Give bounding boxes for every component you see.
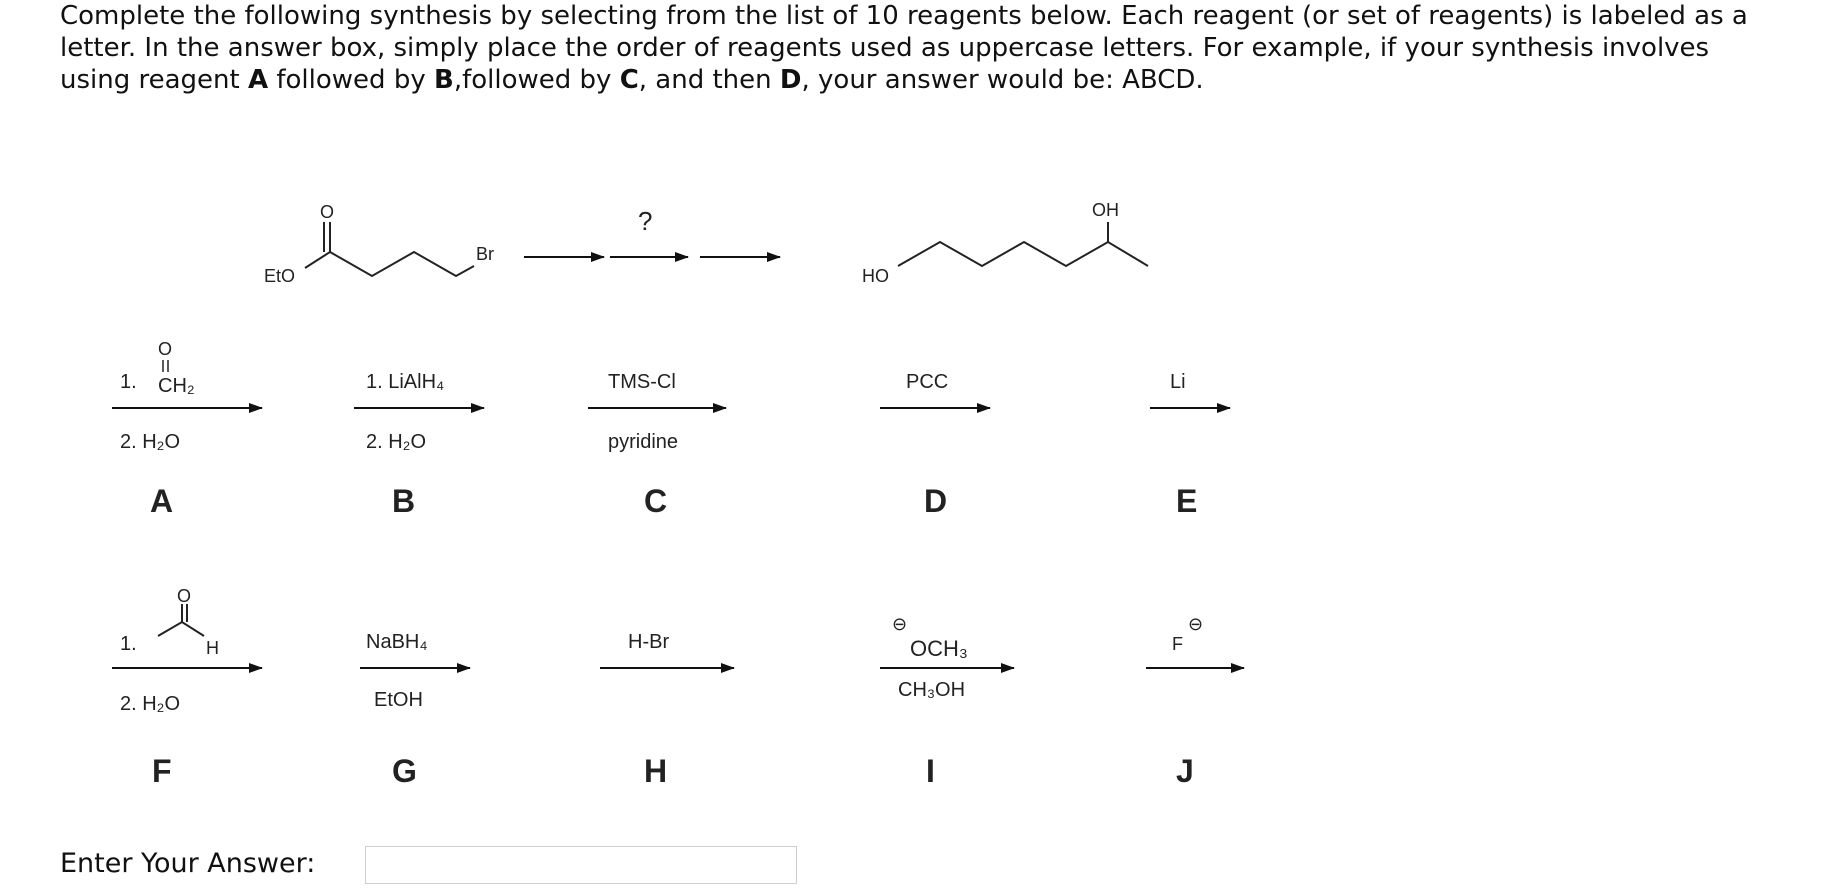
question-part: , and then bbox=[638, 65, 780, 95]
reagent-e-line1: Li bbox=[1170, 371, 1186, 393]
product-structure bbox=[862, 200, 1148, 286]
reagent-d bbox=[880, 371, 990, 519]
reagent-c-line2: pyridine bbox=[608, 431, 679, 453]
unknown-steps-mark: ? bbox=[638, 206, 653, 236]
question-part: Complete the following synthesis by selecting from the list of 10 reagents below. Each reagent (or set of reagents) is labeled as a letter. In the answer box, simply place the order of reagents used as uppercase letters. For example, if your synthesis involves using reagent bbox=[60, 1, 1748, 95]
reagent-i bbox=[880, 614, 1014, 789]
reagent-h-letter: H bbox=[644, 753, 668, 789]
reagent-b-letter: B bbox=[392, 483, 416, 519]
reagent-c bbox=[588, 371, 726, 519]
reagent-j-letter: J bbox=[1176, 753, 1194, 789]
question-part: , your answer would be: ABCD. bbox=[801, 65, 1204, 95]
reagent-a bbox=[112, 339, 262, 519]
reagent-g-line2: EtOH bbox=[374, 689, 423, 711]
reagent-i-line1: OCH₃ bbox=[910, 636, 968, 661]
reagent-h-line1: H-Br bbox=[628, 631, 670, 653]
ho-label: HO bbox=[862, 266, 889, 286]
question-bold-d: D bbox=[779, 65, 802, 95]
reagent-c-letter: C bbox=[644, 483, 668, 519]
reagent-a-step1-number: 1. bbox=[120, 371, 137, 393]
question-bold-c: C bbox=[619, 65, 639, 95]
reagent-g-line1: NaBH₄ bbox=[366, 631, 428, 653]
reagent-c-line1: TMS-Cl bbox=[608, 371, 676, 393]
question-part: ,followed by bbox=[453, 65, 620, 95]
eto-label: EtO bbox=[264, 266, 296, 286]
reagent-j bbox=[1146, 614, 1244, 789]
synthesis-arrows bbox=[524, 206, 780, 257]
reagent-a-o: O bbox=[158, 339, 173, 359]
reagent-g bbox=[360, 631, 470, 789]
reagent-j-charge: ⊖ bbox=[1188, 614, 1204, 634]
question-part: followed by bbox=[268, 65, 434, 95]
reagent-h bbox=[600, 631, 734, 789]
carbonyl-o-label: O bbox=[320, 202, 335, 222]
reagent-d-line1: PCC bbox=[906, 371, 949, 393]
reagent-i-line2: CH₃OH bbox=[898, 679, 966, 701]
reagent-f-h: H bbox=[206, 638, 219, 658]
answer-input[interactable] bbox=[365, 846, 797, 884]
reagent-b-step1: 1. LiAlH₄ bbox=[366, 371, 445, 393]
reagent-b-step2: 2. H₂O bbox=[366, 431, 426, 453]
oh-label: OH bbox=[1092, 200, 1119, 220]
reagent-d-letter: D bbox=[924, 483, 948, 519]
reagent-f-letter: F bbox=[152, 753, 172, 789]
reagent-i-charge: ⊖ bbox=[892, 614, 908, 634]
reagent-a-ch2: CH₂ bbox=[158, 375, 195, 397]
reagent-a-step2: 2. H₂O bbox=[120, 431, 180, 453]
reagent-j-f: F bbox=[1172, 634, 1183, 654]
answer-label: Enter Your Answer: bbox=[60, 848, 316, 879]
reagent-f-o: O bbox=[177, 586, 192, 606]
reagent-f bbox=[112, 586, 262, 789]
question-bold-b: B bbox=[433, 65, 454, 95]
reagent-i-letter: I bbox=[926, 753, 935, 789]
reagent-a-letter: A bbox=[150, 483, 174, 519]
reagent-f-step1-number: 1. bbox=[120, 633, 137, 655]
reagent-e-letter: E bbox=[1176, 483, 1198, 519]
reagent-b bbox=[354, 371, 484, 519]
reagent-e bbox=[1150, 371, 1230, 519]
question-bold-a: A bbox=[247, 65, 269, 95]
br-label: Br bbox=[476, 244, 494, 264]
starting-material-structure bbox=[264, 202, 494, 286]
reagent-f-step2: 2. H₂O bbox=[120, 693, 180, 715]
reagent-g-letter: G bbox=[392, 753, 417, 789]
